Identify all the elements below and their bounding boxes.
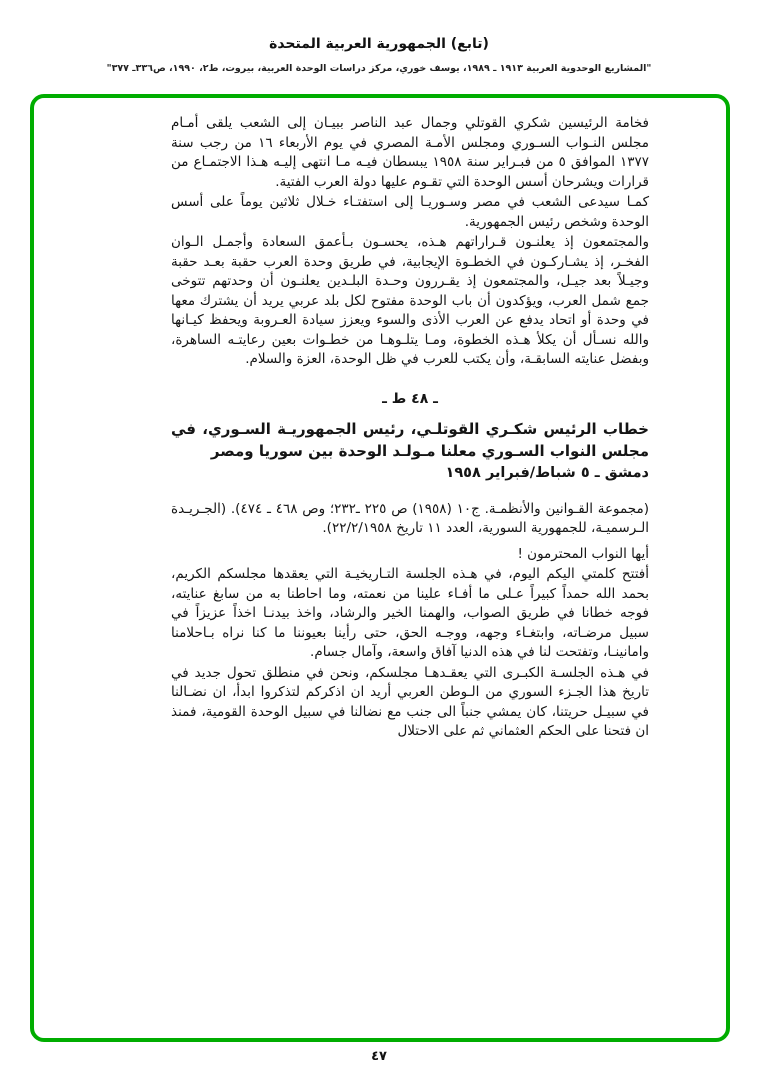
section-place-date: دمشق ـ ٥ شباط/فبراير ١٩٥٨ [445, 465, 649, 481]
salutation-line: أيها النواب المحترمون ! [517, 545, 649, 562]
header-source-citation: "المشاريع الوحدوية العربية ١٩١٣ ـ ١٩٨٩، يوسف خوري، مركز دراسات الوحدة العربية، بيروت، ط٢، ١٩٩٠، ص٣٣٦ـ ٣٧٧" [106, 63, 652, 74]
section-heading [171, 390, 649, 484]
header-title: (تابع) الجمهورية العربية المتحدة [269, 36, 489, 52]
page-number: ٤٧ [371, 1049, 387, 1064]
page-footer [0, 1045, 758, 1064]
green-border-frame [30, 94, 730, 1042]
page-header [0, 36, 758, 74]
speech-paragraph: في هـذه الجلسـة الكبـرى التي يعقـدهـا مجلسكم، ونحن في منطلق تحول جديد في تاريخ هذا الجـزء السوري من الـوطن العربي أريد ان اذكركم لتذكروا ابدأ، ان نضـالنا في سبيـل حريتنا، كان يمشي جنباً الى جنب مع نضالنا في سبيل الوحدة القومية، فمنذ ان فتحنا على الحكم العثماني ثم على الاحتلال [171, 664, 649, 739]
body-paragraph: فخامة الرئيسين شكري القوتلي وجمال عبد الناصر ببيـان إلى الشعب يلقى أمـام مجلس النـواب السـوري ومجلس الأمـة المصري في يوم الأربعاء ١٦ من رجب سنة ١٣٧٧ الموافق ٥ من فبـراير سنة ١٩٥٨ يبسطان فيـه مـا انتهى إليـه هـذا الاجتمـاع من قرارات ويشرحان أسس الوحدة التي تقـوم عليها دولة العرب الفتية. [171, 115, 650, 190]
section-number: ـ ٤٨ ط ـ [382, 390, 438, 407]
body-paragraph: كمـا سيدعى الشعب في مصر وسـوريـا إلى استفتـاء خـلال ثلاثين يوماً على أسس الوحدة وشخص رئيس الجمهورية. [171, 194, 649, 230]
body-paragraph: والمجتمعون إذ يعلنـون قـراراتهم هـذه، يحسـون بـأعمق السعادة وأجمـل الـوان الفخـر، إذ يشـاركـون في الخطـوة الإيجابية، في طريق وحدة العرب حقبة بعـد حقبة وجيـلاً بعد جيـل، والمجتمعون إذ يقـررون وحـدة البلـدين يعلنـون أن وحدتهم تتوخى جمع شمل العرب، ويؤكدون أن باب الوحدة مفتوح لكل بلد عربي يريد أن يشترك معها في وحدة أو اتحاد يدفع عن العرب الأذى والسوء ويعزز سيادة العـروبة ويحفظ كيـانها والله نسـأل أن يكلأ هـذه الخطوة، ومـا يتلـوهـا من خطـوات بعين رعايتـه الساهرة، وبفضل عنايته السابقـة، وأن يكتب للعرب في ظل الوحدة، العزة والسلام. [171, 234, 649, 367]
bibliographic-citation: (مجموعة القـوانين والأنظمـة. ج١٠ (١٩٥٨) ص ٢٢٥ ـ٢٣٢؛ وص ٤٦٨ ـ ٤٧٤). (الجـريـدة الـرسميـة، للجمهورية السورية، العدد ١١ تاريخ ٢٢/٢/١٩٥٨). [171, 500, 649, 536]
section-title: خطاب الرئيس شكـري القوتلـي، رئيس الجمهوريـة السـوري، في مجلس النواب السـوري معلنا مـولـد الوحدة بين سوريا ومصر [171, 420, 649, 460]
text-column [171, 114, 649, 742]
speech-paragraph: أفتتح كلمتي اليكم اليوم، في هـذه الجلسة التـاريخيـة التي يعقدها مجلسكم الكريم، بحمد الله حمداً كبيراً عـلى ما أفـاء علينا من نعمته، وما احاطنا به من سابغ عنايته، فوجه خطانا في طريق الصواب، والهمنا الخير والرشاد، واخذ بيدنـا اخذاً عزيزاً في سبيل مرضـاته، وابتغـاء وجهه، ووجـه الحق، حتى رأينا بعيوننا ما كنا نراه بـاحلامنا وامانينـا، وتفتحت لنا في هذه الدنيا آفاق واسعة، وآمال جسام. [171, 566, 649, 660]
